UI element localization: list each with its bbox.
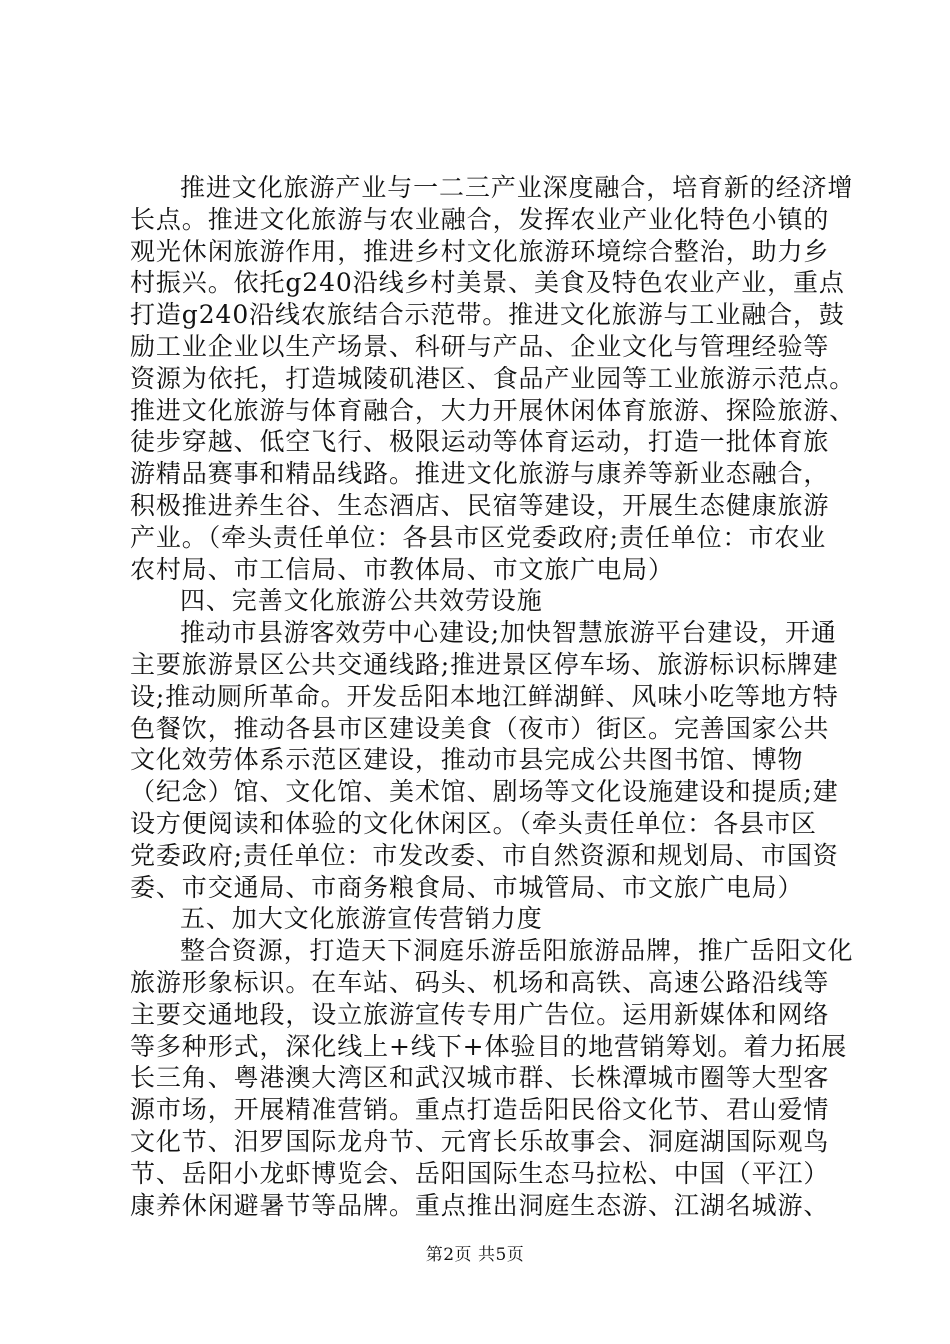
- paragraph-line: 等多种形式，深化线上+线下+体验目的地营销筹划。着力拓展: [130, 1031, 848, 1061]
- paragraph-line: 长点。推进文化旅游与农业融合，发挥农业产业化特色小镇的: [130, 204, 830, 234]
- paragraph-line: （纪念）馆、文化馆、美术馆、剧场等文化设施建设和提质;建: [130, 777, 839, 807]
- paragraph-line: 推动市县游客效劳中心建设;加快智慧旅游平台建设，开通: [180, 618, 837, 648]
- paragraph-line: 村振兴。依托g240沿线乡村美景、美食及特色农业产业，重点: [130, 268, 845, 298]
- paragraph-line: 游精品赛事和精品线路。推进文化旅游与康养等新业态融合，: [130, 459, 830, 489]
- paragraph-line: 产业。（牵头责任单位：各县市区党委政府;责任单位：市农业: [130, 522, 827, 552]
- paragraph-line: 康养休闲避暑节等品牌。重点推出洞庭生态游、江湖名城游、: [130, 1190, 830, 1220]
- paragraph-line: 主要交通地段，设立旅游宣传专用广告位。运用新媒体和网络: [130, 999, 830, 1029]
- paragraph-line: 源市场，开展精准营销。重点打造岳阳民俗文化节、君山爱情: [130, 1095, 830, 1125]
- paragraph-line: 农村局、市工信局、市教体局、市文旅广电局）: [130, 554, 674, 584]
- paragraph-line: 资源为依托，打造城陵矶港区、食品产业园等工业旅游示范点。: [130, 363, 856, 393]
- paragraph-line: 推进文化旅游产业与一二三产业深度融合，培育新的经济增: [180, 173, 854, 202]
- paragraph-line: 长三角、粤港澳大湾区和武汉城市群、长株潭城市圈等大型客: [130, 1063, 830, 1093]
- paragraph-line: 设;推动厕所革命。开发岳阳本地江鲜湖鲜、风味小吃等地方特: [130, 681, 839, 711]
- paragraph-line: 整合资源，打造天下洞庭乐游岳阳旅游品牌，推广岳阳文化: [180, 936, 854, 966]
- paragraph-line: 励工业企业以生产场景、科研与产品、企业文化与管理经验等: [130, 331, 830, 361]
- paragraph-line: 推进文化旅游与体育融合，大力开展休闲体育旅游、探险旅游、: [130, 395, 856, 425]
- paragraph-line: 节、岳阳小龙虾博览会、岳阳国际生态马拉松、中国（平江）: [130, 1158, 830, 1188]
- paragraph-line: 党委政府;责任单位：市发改委、市自然资源和规划局、市国资: [130, 840, 839, 870]
- paragraph-line: 设方便阅读和体验的文化休闲区。（牵头责任单位：各县市区: [130, 808, 817, 838]
- paragraph-line: 观光休闲旅游作用，推进乡村文化旅游环境综合整治，助力乡: [130, 236, 830, 266]
- paragraph-line: 打造g240沿线农旅结合示范带。推进文化旅游与工业融合，鼓: [130, 300, 845, 330]
- document-body: [130, 172, 856, 1221]
- paragraph-line: 主要旅游景区公共交通线路;推进景区停车场、旅游标识标牌建: [130, 649, 839, 679]
- paragraph-line: 文化效劳体系示范区建设，推动市县完成公共图书馆、博物: [130, 745, 804, 775]
- section-heading: 五、加大文化旅游宣传营销力度: [180, 904, 543, 934]
- section-heading: 四、完善文化旅游公共效劳设施: [180, 586, 543, 616]
- paragraph-line: 文化节、汨罗国际龙舟节、元宵长乐故事会、洞庭湖国际观鸟: [130, 1126, 830, 1156]
- paragraph-line: 色餐饮，推动各县市区建设美食（夜市）街区。完善国家公共: [130, 713, 830, 743]
- paragraph-line: 徒步穿越、低空飞行、极限运动等体育运动，打造一批体育旅: [130, 427, 830, 457]
- paragraph-line: 积极推进养生谷、生态酒店、民宿等建设，开展生态健康旅游: [130, 490, 830, 520]
- paragraph-line: 委、市交通局、市商务粮食局、市城管局、市文旅广电局）: [130, 872, 804, 902]
- page-number-footer: 第2页 共5页: [425, 1245, 525, 1265]
- paragraph-line: 旅游形象标识。在车站、码头、机场和高铁、高速公路沿线等: [130, 967, 830, 997]
